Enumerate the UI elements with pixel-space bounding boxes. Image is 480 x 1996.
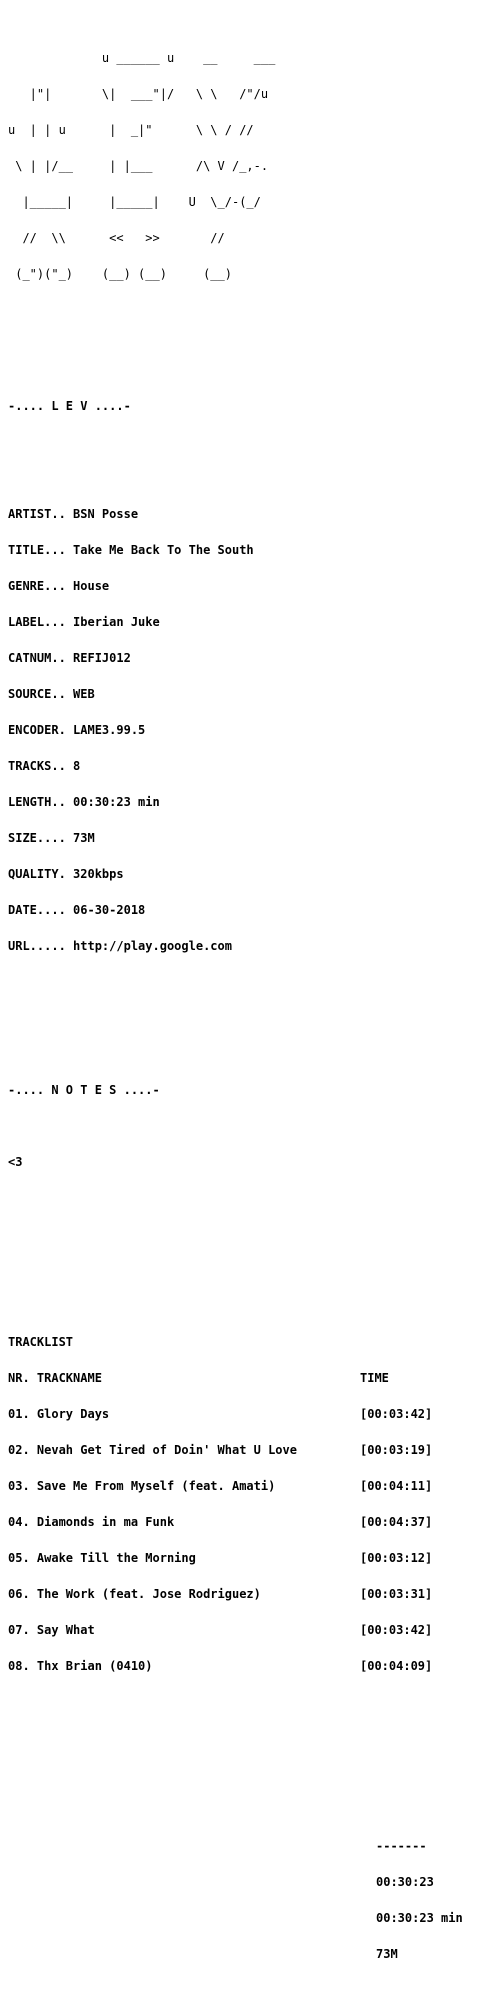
info-row-catnum (8, 652, 297, 664)
track-name: 02. Nevah Get Tired of Doin' What U Love (8, 1443, 297, 1457)
totals-time: 00:30:23 (376, 1875, 434, 1889)
info-row-label (8, 616, 297, 628)
totals-length: 00:30:23 min (376, 1911, 463, 1925)
info-key: DATE.... (8, 903, 66, 917)
lev-ascii-logo (8, 28, 297, 304)
lev-section-header: -.... L E V ....- (8, 399, 131, 413)
info-value: 320kbps (73, 867, 124, 881)
track-time: [00:03:42] (360, 1407, 433, 1421)
info-value: 73M (73, 831, 95, 845)
track-name: 03. Save Me From Myself (feat. Amati) (8, 1479, 276, 1493)
track-time: [00:03:12] (360, 1551, 433, 1565)
info-value: 06-30-2018 (73, 903, 146, 917)
nfo-document (8, 4, 463, 1996)
track-name: 08. Thx Brian (0410) (8, 1659, 153, 1673)
info-row-title (8, 544, 297, 556)
track-row (8, 1515, 433, 1529)
track-name: 01. Glory Days (8, 1407, 110, 1421)
release-info (8, 484, 297, 976)
track-time: [00:03:19] (360, 1443, 433, 1457)
tracklist-totals (8, 1816, 463, 1984)
info-value: http://play.google.com (73, 939, 232, 953)
info-row-source (8, 688, 297, 700)
tracklist-title: TRACKLIST (8, 1335, 74, 1349)
tracklist-col-name: NR. TRACKNAME (8, 1371, 102, 1385)
info-value: 00:30:23 min (73, 795, 160, 809)
track-time: [00:03:42] (360, 1623, 433, 1637)
track-row (8, 1479, 433, 1493)
track-name: 04. Diamonds in ma Funk (8, 1515, 175, 1529)
track-name: 06. The Work (feat. Jose Rodriguez) (8, 1587, 261, 1601)
info-row-genre (8, 580, 297, 592)
info-value: REFIJ012 (73, 651, 131, 665)
track-time: [00:04:09] (360, 1659, 433, 1673)
totals-separator: ------- (376, 1839, 427, 1853)
track-row (8, 1551, 433, 1565)
track-time: [00:03:31] (360, 1587, 433, 1601)
tracklist (8, 1312, 433, 1696)
info-row-tracks (8, 760, 297, 772)
logo-line: (_")("_) (__) (__) (__) (8, 267, 232, 281)
info-key: GENRE... (8, 579, 66, 593)
totals-time-row (8, 1875, 434, 1889)
totals-separator-row (8, 1839, 427, 1853)
notes-text: <3 (8, 1155, 23, 1169)
info-key: ENCODER. (8, 723, 66, 737)
notes-section-header: -.... N O T E S ....- (8, 1083, 160, 1097)
info-key: TRACKS.. (8, 759, 66, 773)
info-row-url (8, 940, 297, 952)
tracklist-header-row (8, 1371, 389, 1385)
logo-line: \ | |/__ | |___ /\ V /_,-. (8, 159, 269, 173)
logo-line: |"| \| ___"|/ \ \ /"/u (8, 87, 269, 101)
info-row-artist (8, 508, 297, 520)
track-row (8, 1623, 433, 1637)
track-row (8, 1659, 433, 1673)
info-value: WEB (73, 687, 95, 701)
logo-line: |_____| |_____| U \_/-(_/ (8, 195, 261, 209)
info-key: LABEL... (8, 615, 66, 629)
info-key: URL..... (8, 939, 66, 953)
totals-size-row (8, 1947, 398, 1961)
info-key: SOURCE.. (8, 687, 66, 701)
tracklist-col-time: TIME (360, 1371, 389, 1385)
info-key: LENGTH.. (8, 795, 66, 809)
info-key: QUALITY. (8, 867, 66, 881)
logo-line: // \\ << >> // (8, 231, 225, 245)
info-key: ARTIST.. (8, 507, 66, 521)
info-row-date (8, 904, 297, 916)
info-key: CATNUM.. (8, 651, 66, 665)
info-value: BSN Posse (73, 507, 139, 521)
track-time: [00:04:11] (360, 1479, 433, 1493)
totals-size: 73M (376, 1947, 398, 1961)
logo-line: u | | u | _|" \ \ / // (8, 123, 254, 137)
info-value: LAME3.99.5 (73, 723, 146, 737)
info-key: SIZE.... (8, 831, 66, 845)
track-name: 05. Awake Till the Morning (8, 1551, 196, 1565)
info-row-size (8, 832, 297, 844)
track-row (8, 1443, 433, 1457)
track-row (8, 1587, 433, 1601)
info-row-quality (8, 868, 297, 880)
info-row-length (8, 796, 297, 808)
info-row-encoder (8, 724, 297, 736)
info-value: Iberian Juke (73, 615, 160, 629)
track-row (8, 1407, 433, 1421)
info-value: 8 (73, 759, 81, 773)
totals-length-row (8, 1911, 463, 1925)
track-name: 07. Say What (8, 1623, 95, 1637)
info-value: House (73, 579, 110, 593)
info-key: TITLE... (8, 543, 66, 557)
logo-line: u ______ u __ ___ (8, 51, 276, 65)
track-time: [00:04:37] (360, 1515, 433, 1529)
info-value: Take Me Back To The South (73, 543, 254, 557)
